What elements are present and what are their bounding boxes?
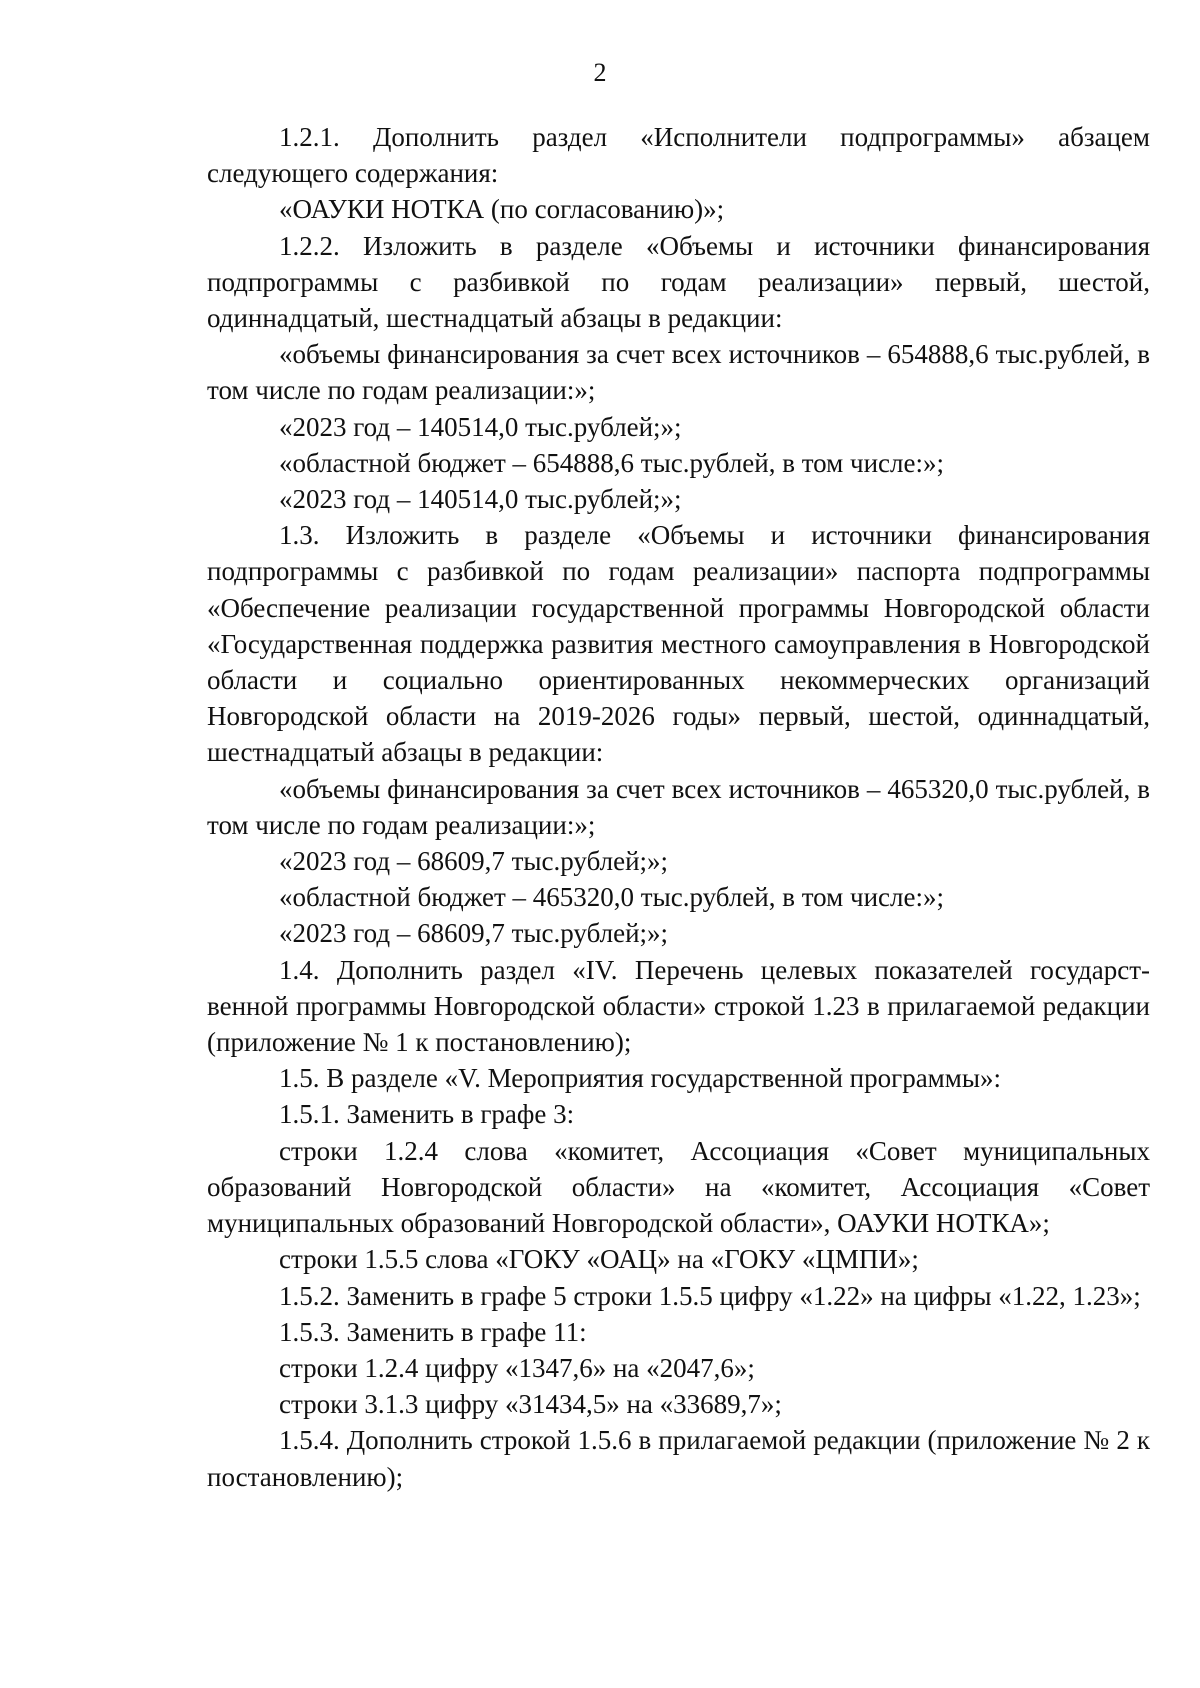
paragraph-regional-budget: «областной бюджет – 654888,6 тыс.рублей, в том числе:»; — [279, 447, 944, 478]
paragraph-funding-total-2: «объемы финансирования за счет всех источников – 465320,0 тыс.рублей, в том числе по годам реализации:»; — [207, 773, 1150, 840]
paragraph-row-1-2-4-words: строки 1.2.4 слова «комитет, Ассоциация «Совет муниципальных образований Новгородской области» на «комитет, Ассоциация «Совет муниципальных образований Новгородской области», ОАУКИ НОТКА»; — [207, 1135, 1150, 1239]
paragraph-1-3: 1.3. Изложить в разделе «Объемы и источники финансирования подпрограммы с разбивкой по годам реализации» паспорта подпрограммы «Обеспечение реализации государственной программы Новгородской области «Государственная поддержка развития местного самоуправления в Новгородской области и социально ориентированных некоммерческих организаций Новгородской области на 2019-2026 годы» первый, шестой, одиннадцатый, шестнадцатый абзацы в редакции: — [207, 520, 1150, 768]
paragraph-2023-regional-2: «2023 год – 68609,7 тыс.рублей;»; — [279, 918, 669, 949]
paragraph-2023-regional: «2023 год – 140514,0 тыс.рублей;»; — [279, 484, 682, 515]
paragraph-row-1-2-4-number: строки 1.2.4 цифру «1347,6» на «2047,6»; — [279, 1352, 755, 1383]
paragraph-1-5-2: 1.5.2. Заменить в графе 5 строки 1.5.5 цифру «1.22» на цифры «1.22, 1.23»; — [279, 1280, 1141, 1311]
paragraph-1-5: 1.5. В разделе «V. Мероприятия государственной программы»: — [279, 1063, 1001, 1094]
paragraph-row-1-5-5-words: строки 1.5.5 слова «ГОКУ «ОАЦ» на «ГОКУ «ЦМПИ»; — [279, 1244, 919, 1275]
paragraph-executor-text: «ОАУКИ НОТКА (по согласованию)»; — [279, 194, 725, 225]
paragraph-1-2-1: 1.2.1. Дополнить раздел «Исполнители подпрограммы» абзацем следующего содержания: — [207, 122, 1150, 189]
paragraph-1-2-2: 1.2.2. Изложить в разделе «Объемы и источники финансирования подпрограммы с разбивкой по годам реализации» первый, шестой, одиннадцатый, шестнадцатый абзацы в редакции: — [207, 230, 1150, 334]
page-number: 2 — [593, 58, 607, 87]
paragraph-funding-total: «объемы финансирования за счет всех источников – 654888,6 тыс.рублей, в том числе по годам реализации:»; — [207, 339, 1150, 406]
document-body — [207, 119, 1150, 1495]
paragraph-1-5-3: 1.5.3. Заменить в графе 11: — [279, 1316, 587, 1347]
paragraph-1-5-4: 1.5.4. Дополнить строкой 1.5.6 в прилагаемой редакции (приложение № 2 к постановлению); — [207, 1425, 1150, 1492]
paragraph-row-3-1-3-number: строки 3.1.3 цифру «31434,5» на «33689,7»; — [279, 1389, 782, 1420]
paragraph-2023-total-2: «2023 год – 68609,7 тыс.рублей;»; — [279, 846, 669, 877]
paragraph-regional-budget-2: «областной бюджет – 465320,0 тыс.рублей, в том числе:»; — [279, 882, 944, 913]
paragraph-1-5-1: 1.5.1. Заменить в графе 3: — [279, 1099, 575, 1130]
paragraph-1-4: 1.4. Дополнить раздел «IV. Перечень целевых показателей государст-венной программы Новгородской области» строкой 1.23 в прилагаемой редакции (приложение № 1 к постановлению); — [207, 954, 1150, 1058]
paragraph-2023-total: «2023 год – 140514,0 тыс.рублей;»; — [279, 411, 682, 442]
